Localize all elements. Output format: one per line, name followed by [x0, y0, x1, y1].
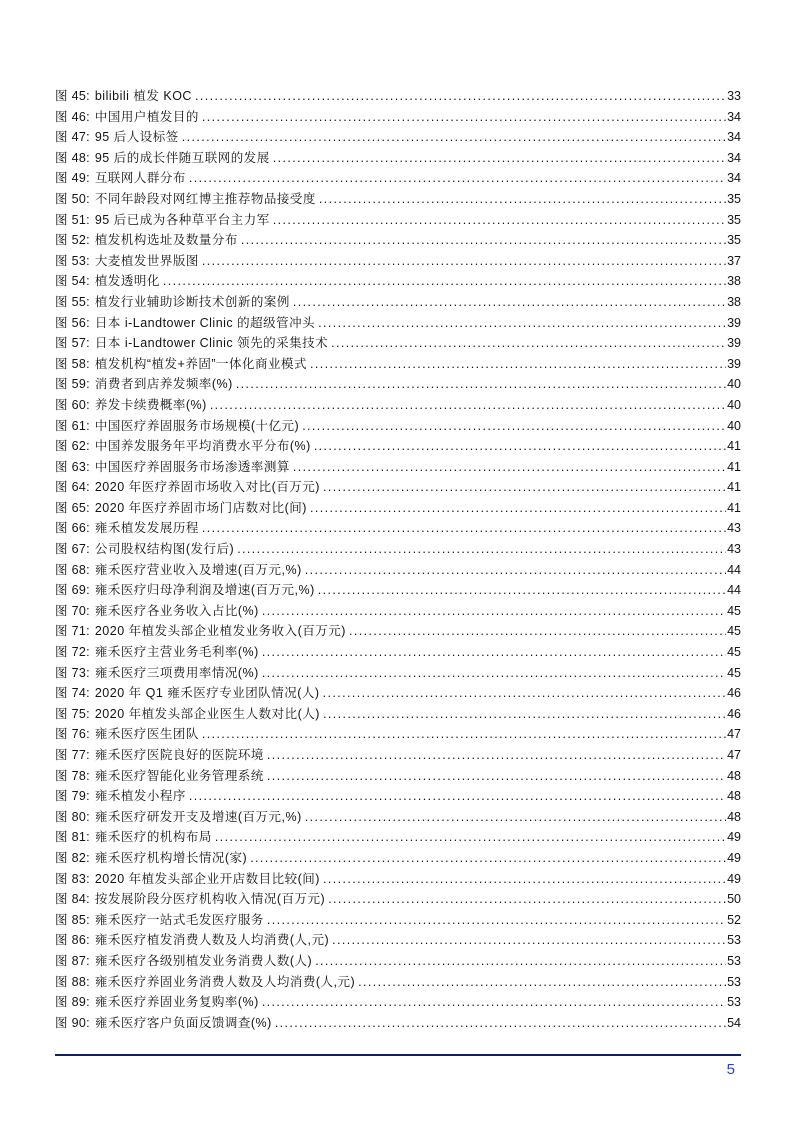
toc-entry-label: 图 61: — [55, 418, 90, 433]
toc-entry-page: 34 — [727, 109, 741, 124]
dot-leader — [323, 872, 726, 886]
toc-entry-title: 2020 年植发头部企业开店数目比较(间) — [94, 871, 320, 886]
toc-entry-title: 雍禾医疗三项费用率情况(%) — [94, 665, 259, 680]
toc-entry — [55, 683, 741, 704]
dot-leader — [332, 933, 726, 947]
dot-leader — [262, 604, 726, 618]
dot-leader — [195, 89, 726, 103]
toc-entry-page: 52 — [727, 912, 741, 927]
toc-entry-page: 34 — [727, 171, 741, 186]
toc-entry-title: 植发机构“植发+养固”一体化商业模式 — [94, 356, 307, 371]
toc-entry-page: 53 — [727, 995, 741, 1010]
dot-leader — [314, 439, 726, 453]
toc-entry — [55, 107, 741, 128]
footer-divider — [55, 1054, 741, 1056]
toc-entry — [55, 86, 741, 107]
page-number: 5 — [726, 1061, 735, 1078]
toc-entry — [55, 642, 741, 663]
dot-leader — [262, 666, 726, 680]
dot-leader — [236, 377, 726, 391]
toc-entry — [55, 477, 741, 498]
toc-entry-title: 雍禾医疗归母净利润及增速(百万元,%) — [94, 583, 315, 598]
dot-leader — [310, 501, 726, 515]
dot-leader — [202, 254, 726, 268]
toc-entry — [55, 230, 741, 251]
toc-entry — [55, 601, 741, 622]
toc-entry — [55, 313, 741, 334]
toc-entry-page: 48 — [727, 809, 741, 824]
toc-entry-title: 2020 年 Q1 雍禾医疗专业团队情况(人) — [94, 686, 320, 701]
toc-entry-page: 40 — [727, 397, 741, 412]
toc-entry-label: 图 76: — [55, 727, 90, 742]
toc-entry-label: 图 75: — [55, 706, 90, 721]
toc-entry-page: 45 — [727, 624, 741, 639]
toc-entry-page: 37 — [727, 253, 741, 268]
toc-entry-title: 雍禾医疗各级别植发业务消费人数(人) — [94, 953, 313, 968]
dot-leader — [215, 830, 726, 844]
dot-leader — [319, 192, 726, 206]
toc-entry-label: 图 67: — [55, 542, 90, 557]
dot-leader — [349, 624, 726, 638]
toc-entry-title: 日本 i-Landtower Clinic 领先的采集技术 — [94, 336, 329, 351]
toc-entry-title: 95 后已成为各种草平台主力军 — [94, 212, 270, 227]
toc-entry-page: 48 — [727, 768, 741, 783]
toc-entry-page: 39 — [727, 336, 741, 351]
toc-entry — [55, 271, 741, 292]
toc-entry — [55, 395, 741, 416]
toc-entry-title: 95 后的成长伴随互联网的发展 — [94, 150, 270, 165]
toc-entry-title: 雍禾医疗智能化业务管理系统 — [94, 768, 264, 783]
toc-entry-page: 43 — [727, 542, 741, 557]
toc-entry — [55, 416, 741, 437]
toc-entry-label: 图 78: — [55, 768, 90, 783]
toc-entry-page: 49 — [727, 871, 741, 886]
toc-entry-title: 按发展阶段分医疗机构收入情况(百万元) — [94, 892, 326, 907]
toc-entry-page: 45 — [727, 645, 741, 660]
dot-leader — [262, 645, 726, 659]
toc-entry — [55, 210, 741, 231]
toc-entry — [55, 786, 741, 807]
toc-entry-title: 日本 i-Landtower Clinic 的超级管冲头 — [94, 315, 316, 330]
dot-leader — [323, 480, 726, 494]
figure-toc-list — [55, 86, 741, 1033]
toc-entry-title: 雍禾医疗主营业务毛利率(%) — [94, 645, 259, 660]
toc-entry — [55, 827, 741, 848]
toc-entry-title: 中国用户植发目的 — [94, 109, 199, 124]
toc-entry-page: 45 — [727, 603, 741, 618]
dot-leader — [202, 727, 726, 741]
toc-entry-title: 雍禾医疗一站式毛发医疗服务 — [94, 912, 264, 927]
toc-entry-label: 图 83: — [55, 871, 90, 886]
toc-entry-label: 图 74: — [55, 686, 90, 701]
toc-entry-title: 植发机构选址及数量分布 — [94, 233, 238, 248]
toc-entry-page: 53 — [727, 933, 741, 948]
toc-entry — [55, 848, 741, 869]
toc-entry-title: 养发卡续费概率(%) — [94, 397, 207, 412]
toc-entry-label: 图 89: — [55, 995, 90, 1010]
toc-entry-label: 图 57: — [55, 336, 90, 351]
toc-entry-page: 35 — [727, 191, 741, 206]
dot-leader — [210, 398, 726, 412]
toc-entry-title: 雍禾医疗医院良好的医院环境 — [94, 748, 264, 762]
toc-entry — [55, 457, 741, 478]
toc-entry — [55, 869, 741, 890]
toc-entry-page: 44 — [727, 583, 741, 598]
toc-entry-page: 33 — [727, 89, 741, 103]
dot-leader — [318, 583, 726, 597]
toc-entry-page: 46 — [727, 706, 741, 721]
dot-leader — [189, 171, 726, 185]
toc-entry-label: 图 52: — [55, 233, 90, 248]
toc-entry-page: 40 — [727, 418, 741, 433]
toc-entry-page: 38 — [727, 274, 741, 289]
toc-entry-page: 39 — [727, 315, 741, 330]
toc-entry-page: 54 — [727, 1015, 741, 1030]
toc-entry-page: 49 — [727, 830, 741, 845]
toc-entry-label: 图 85: — [55, 912, 90, 927]
toc-entry-page: 47 — [727, 727, 741, 742]
toc-entry — [55, 1013, 741, 1034]
toc-entry-page: 41 — [727, 500, 741, 515]
toc-entry-title: 雍禾医疗各业务收入占比(%) — [94, 603, 259, 618]
toc-entry-title: 植发透明化 — [94, 274, 160, 289]
toc-entry-title: 公司股权结构图(发行后) — [94, 542, 235, 557]
toc-entry-title: 2020 年医疗养固市场收入对比(百万元) — [94, 480, 320, 495]
toc-entry-label: 图 64: — [55, 480, 90, 495]
dot-leader — [315, 954, 726, 968]
toc-entry-page: 34 — [727, 150, 741, 165]
dot-leader — [293, 295, 726, 309]
toc-entry — [55, 766, 741, 787]
toc-entry-page: 35 — [727, 233, 741, 248]
toc-entry-label: 图 77: — [55, 748, 90, 762]
dot-leader — [273, 213, 726, 227]
toc-entry-title: 雍禾医疗医生团队 — [94, 727, 199, 742]
toc-entry-label: 图 87: — [55, 953, 90, 968]
toc-entry-title: bilibili 植发 KOC — [94, 89, 192, 103]
toc-entry-title: 雍禾医疗植发消费人数及人均消费(人,元) — [94, 933, 330, 948]
dot-leader — [267, 748, 726, 762]
toc-entry-page: 50 — [727, 892, 741, 907]
toc-entry-label: 图 84: — [55, 892, 90, 907]
dot-leader — [189, 789, 726, 803]
toc-entry-title: 95 后人设标签 — [94, 130, 179, 145]
toc-entry-label: 图 72: — [55, 645, 90, 660]
toc-entry — [55, 889, 741, 910]
dot-leader — [182, 130, 726, 144]
toc-entry — [55, 518, 741, 539]
toc-entry-label: 图 47: — [55, 130, 90, 145]
toc-entry — [55, 251, 741, 272]
dot-leader — [267, 769, 726, 783]
toc-entry-label: 图 54: — [55, 274, 90, 289]
toc-entry-page: 41 — [727, 459, 741, 474]
toc-entry-label: 图 69: — [55, 583, 90, 598]
toc-entry-label: 图 56: — [55, 315, 90, 330]
toc-entry — [55, 292, 741, 313]
toc-entry — [55, 621, 741, 642]
toc-entry-page: 38 — [727, 294, 741, 309]
toc-entry — [55, 127, 741, 148]
toc-entry — [55, 539, 741, 560]
toc-entry-label: 图 48: — [55, 150, 90, 165]
toc-entry — [55, 354, 741, 375]
dot-leader — [310, 357, 726, 371]
toc-entry — [55, 745, 741, 766]
toc-entry-page: 48 — [727, 789, 741, 804]
toc-entry-label: 图 45: — [55, 89, 90, 103]
toc-entry — [55, 992, 741, 1013]
toc-entry-label: 图 81: — [55, 830, 90, 845]
toc-entry — [55, 436, 741, 457]
toc-entry-title: 雍禾医疗养固业务复购率(%) — [94, 995, 259, 1010]
dot-leader — [202, 110, 726, 124]
toc-entry-label: 图 59: — [55, 377, 90, 392]
toc-entry-title: 2020 年医疗养固市场门店数对比(间) — [94, 500, 307, 515]
toc-entry — [55, 168, 741, 189]
dot-leader — [250, 851, 726, 865]
toc-entry-title: 互联网人群分布 — [94, 171, 186, 186]
toc-entry-page: 43 — [727, 521, 741, 536]
toc-entry-page: 45 — [727, 665, 741, 680]
toc-entry-page: 49 — [727, 850, 741, 865]
toc-entry-label: 图 58: — [55, 356, 90, 371]
toc-entry-page: 40 — [727, 377, 741, 392]
toc-entry-page: 47 — [727, 748, 741, 762]
toc-entry-label: 图 55: — [55, 294, 90, 309]
toc-entry — [55, 560, 741, 581]
toc-entry-title: 雍禾医疗的机构布局 — [94, 830, 212, 845]
toc-entry-label: 图 70: — [55, 603, 90, 618]
toc-entry-label: 图 53: — [55, 253, 90, 268]
toc-entry-title: 植发行业辅助诊断技术创新的案例 — [94, 294, 290, 309]
toc-entry-label: 图 46: — [55, 109, 90, 124]
toc-entry-title: 雍禾植发发展历程 — [94, 521, 199, 536]
toc-entry — [55, 930, 741, 951]
toc-entry-label: 图 80: — [55, 809, 90, 824]
toc-entry — [55, 148, 741, 169]
toc-entry-title: 雍禾医疗养固业务消费人数及人均消费(人,元) — [94, 974, 356, 989]
toc-entry — [55, 189, 741, 210]
dot-leader — [273, 151, 726, 165]
dot-leader — [241, 233, 726, 247]
toc-entry — [55, 374, 741, 395]
dot-leader — [318, 316, 726, 330]
dot-leader — [293, 460, 726, 474]
toc-entry-title: 中国医疗养固服务市场规模(十亿元) — [94, 418, 300, 433]
toc-entry — [55, 663, 741, 684]
dot-leader — [358, 975, 726, 989]
toc-entry-label: 图 73: — [55, 665, 90, 680]
toc-entry-title: 中国养发服务年平均消费水平分布(%) — [94, 439, 311, 454]
dot-leader — [328, 892, 726, 906]
toc-entry — [55, 951, 741, 972]
toc-entry-label: 图 79: — [55, 789, 90, 804]
toc-entry — [55, 910, 741, 931]
toc-entry — [55, 807, 741, 828]
toc-entry-label: 图 90: — [55, 1015, 90, 1030]
dot-leader — [202, 521, 726, 535]
toc-entry-page: 39 — [727, 356, 741, 371]
toc-entry — [55, 704, 741, 725]
toc-entry-page: 44 — [727, 562, 741, 577]
dot-leader — [262, 995, 726, 1009]
toc-entry-page: 41 — [727, 480, 741, 495]
toc-entry-title: 雍禾医疗营业收入及增速(百万元,%) — [94, 562, 302, 577]
dot-leader — [302, 419, 726, 433]
toc-entry-title: 2020 年植发头部企业植发业务收入(百万元) — [94, 624, 346, 639]
dot-leader — [163, 274, 726, 288]
dot-leader — [323, 707, 726, 721]
toc-entry — [55, 972, 741, 993]
toc-entry-page: 46 — [727, 686, 741, 701]
toc-entry-label: 图 66: — [55, 521, 90, 536]
toc-entry-title: 雍禾医疗研发开支及增速(百万元,%) — [94, 809, 302, 824]
toc-entry-label: 图 71: — [55, 624, 90, 639]
toc-entry — [55, 498, 741, 519]
toc-entry-label: 图 60: — [55, 397, 90, 412]
toc-entry-page: 41 — [727, 439, 741, 454]
toc-entry-page: 53 — [727, 953, 741, 968]
toc-entry-label: 图 82: — [55, 850, 90, 865]
toc-entry-title: 雍禾医疗客户负面反馈调查(%) — [94, 1015, 272, 1030]
toc-entry-label: 图 62: — [55, 439, 90, 454]
dot-leader — [305, 810, 726, 824]
toc-entry-title: 大麦植发世界版图 — [94, 253, 199, 268]
toc-entry — [55, 724, 741, 745]
toc-entry-title: 雍禾植发小程序 — [94, 789, 186, 804]
dot-leader — [237, 542, 726, 556]
toc-entry-title: 中国医疗养固服务市场渗透率测算 — [94, 459, 290, 474]
toc-entry-label: 图 88: — [55, 974, 90, 989]
dot-leader — [267, 913, 726, 927]
dot-leader — [275, 1016, 726, 1030]
toc-entry — [55, 333, 741, 354]
toc-entry-page: 53 — [727, 974, 741, 989]
toc-entry-page: 34 — [727, 130, 741, 145]
toc-entry-title: 2020 年植发头部企业医生人数对比(人) — [94, 706, 320, 721]
toc-entry-label: 图 51: — [55, 212, 90, 227]
toc-entry-label: 图 49: — [55, 171, 90, 186]
toc-entry-title: 雍禾医疗机构增长情况(家) — [94, 850, 248, 865]
toc-entry-title: 不同年龄段对网红博主推荐物品接受度 — [94, 191, 316, 206]
toc-entry-title: 消费者到店养发频率(%) — [94, 377, 233, 392]
toc-entry — [55, 580, 741, 601]
toc-entry-page: 35 — [727, 212, 741, 227]
toc-entry-label: 图 68: — [55, 562, 90, 577]
dot-leader — [323, 686, 727, 700]
dot-leader — [305, 563, 726, 577]
toc-entry-label: 图 50: — [55, 191, 90, 206]
toc-entry-label: 图 86: — [55, 933, 90, 948]
toc-entry-label: 图 65: — [55, 500, 90, 515]
toc-entry-label: 图 63: — [55, 459, 90, 474]
dot-leader — [331, 336, 726, 350]
